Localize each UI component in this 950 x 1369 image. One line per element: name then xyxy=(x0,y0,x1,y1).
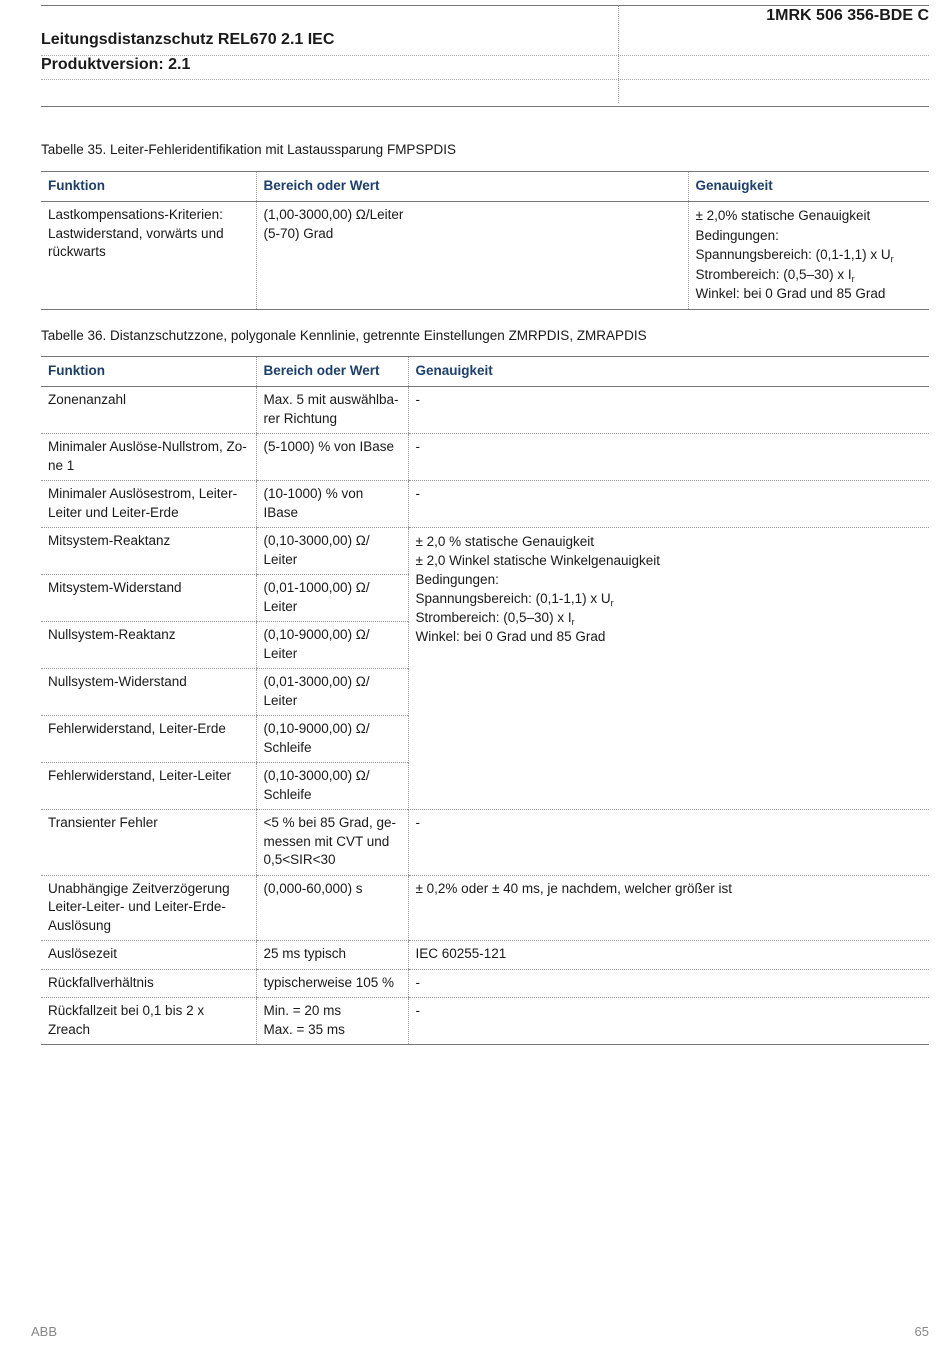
cell-funktion: Rückfallzeit bei 0,1 bis 2 x Zreach xyxy=(41,998,256,1045)
table-row xyxy=(41,998,929,1045)
header-dotted-rule xyxy=(41,79,929,80)
cell-bereich: (5-1000) % von IBase xyxy=(256,434,408,481)
cell-genauigkeit: IEC 60255-121 xyxy=(408,941,929,970)
header-bottom-rule xyxy=(41,106,929,107)
cell-bereich: (0,10-9000,00) Ω/ Schleife xyxy=(256,716,408,763)
column-header-funktion: Funktion xyxy=(41,172,256,202)
table-row xyxy=(41,528,929,575)
cell-genauigkeit: ± 2,0% statische Genauigkeit Bedingungen: Spannungsbereich: (0,1-1,1) x $U_r$ Strombereich: (0,5–30) x $I_r$ Winkel: bei 0 Grad und 85 Grad xyxy=(688,202,929,310)
cell-genauigkeit: ± 0,2% oder ± 40 ms, je nachdem, welcher größer ist xyxy=(408,875,929,941)
cell-bereich: (0,01-1000,00) Ω/ Leiter xyxy=(256,575,408,622)
cell-bereich: (0,01-3000,00) Ω/ Leiter xyxy=(256,669,408,716)
column-header-genauigkeit: Genauigkeit xyxy=(688,172,929,202)
table-header-row xyxy=(41,357,929,387)
table-header-row xyxy=(41,172,929,202)
product-title: Leitungsdistanzschutz REL670 2.1 IEC xyxy=(41,31,335,48)
cell-funktion: Mitsystem-Reaktanz xyxy=(41,528,256,575)
cell-funktion: Rückfallverhältnis xyxy=(41,969,256,998)
product-version: Produktversion: 2.1 xyxy=(41,56,191,73)
cell-bereich: <5 % bei 85 Grad, ge- messen mit CVT und 0,5<SIR<30 xyxy=(256,810,408,876)
cell-genauigkeit: - xyxy=(408,434,929,481)
table-row xyxy=(41,434,929,481)
cell-bereich: Min. = 20 ms Max. = 35 ms xyxy=(256,998,408,1045)
cell-bereich: (0,10-9000,00) Ω/ Leiter xyxy=(256,622,408,669)
cell-funktion: Fehlerwiderstand, Leiter-Erde xyxy=(41,716,256,763)
table-35 xyxy=(41,171,929,310)
cell-funktion: Mitsystem-Widerstand xyxy=(41,575,256,622)
cell-funktion: Fehlerwiderstand, Leiter-Leiter xyxy=(41,763,256,810)
cell-genauigkeit: - xyxy=(408,810,929,876)
cell-funktion: Nullsystem-Widerstand xyxy=(41,669,256,716)
table-row xyxy=(41,941,929,970)
column-header-genauigkeit: Genauigkeit xyxy=(408,357,929,387)
cell-genauigkeit: - xyxy=(408,481,929,528)
cell-genauigkeit: - xyxy=(408,387,929,434)
cell-funktion: Minimaler Auslöse-Nullstrom, Zo- ne 1 xyxy=(41,434,256,481)
cell-funktion: Auslösezeit xyxy=(41,941,256,970)
table-row xyxy=(41,387,929,434)
table-row xyxy=(41,810,929,876)
cell-bereich: (1,00-3000,00) Ω/Leiter (5-70) Grad xyxy=(256,202,688,310)
cell-bereich: (0,10-3000,00) Ω/ Schleife xyxy=(256,763,408,810)
column-header-funktion: Funktion xyxy=(41,357,256,387)
table-row xyxy=(41,481,929,528)
table-row xyxy=(41,969,929,998)
cell-genauigkeit-merged: ± 2,0 % statische Genauigkeit ± 2,0 Winkel statische Winkelgenauigkeit Bedingungen: Spannungsbereich: (0,1-1,1) x $U_r$ Strombereich: (0,5–30) x $I_r$ Winkel: bei 0 Grad und 85 Grad xyxy=(408,528,929,810)
table-row xyxy=(41,875,929,941)
cell-funktion: Zonenanzahl xyxy=(41,387,256,434)
column-header-bereich: Bereich oder Wert xyxy=(256,172,688,202)
page-header xyxy=(41,5,929,107)
cell-funktion: Nullsystem-Reaktanz xyxy=(41,622,256,669)
cell-bereich: (10-1000) % von IBase xyxy=(256,481,408,528)
page-number: 65 xyxy=(914,1324,929,1339)
table-36-caption: Tabelle 36. Distanzschutzzone, polygonale Kennlinie, getrennte Einstellungen ZMRPDIS, ZMRAPDIS xyxy=(41,328,647,343)
cell-bereich: 25 ms typisch xyxy=(256,941,408,970)
cell-genauigkeit: - xyxy=(408,998,929,1045)
cell-bereich: (0,000-60,000) s xyxy=(256,875,408,941)
cell-funktion: Minimaler Auslösestrom, Leiter- Leiter und Leiter-Erde xyxy=(41,481,256,528)
document-number: 1MRK 506 356-BDE C xyxy=(766,7,929,24)
footer-brand: ABB xyxy=(31,1324,58,1339)
cell-bereich: typischerweise 105 % xyxy=(256,969,408,998)
cell-bereich: Max. 5 mit auswählba- rer Richtung xyxy=(256,387,408,434)
cell-funktion: Unabhängige Zeitverzögerung Leiter-Leiter- und Leiter-Erde- Auslösung xyxy=(41,875,256,941)
table-row xyxy=(41,202,929,310)
table-36 xyxy=(41,356,929,1045)
cell-funktion: Lastkompensations-Kriterien: Lastwiderstand, vorwärts und rückwarts xyxy=(41,202,256,310)
cell-funktion: Transienter Fehler xyxy=(41,810,256,876)
column-header-bereich: Bereich oder Wert xyxy=(256,357,408,387)
cell-genauigkeit: - xyxy=(408,969,929,998)
cell-bereich: (0,10-3000,00) Ω/ Leiter xyxy=(256,528,408,575)
table-35-caption: Tabelle 35. Leiter-Fehleridentifikation mit Lastaussparung FMPSPDIS xyxy=(41,142,456,157)
header-column-divider xyxy=(618,5,619,103)
header-top-rule xyxy=(41,5,929,6)
